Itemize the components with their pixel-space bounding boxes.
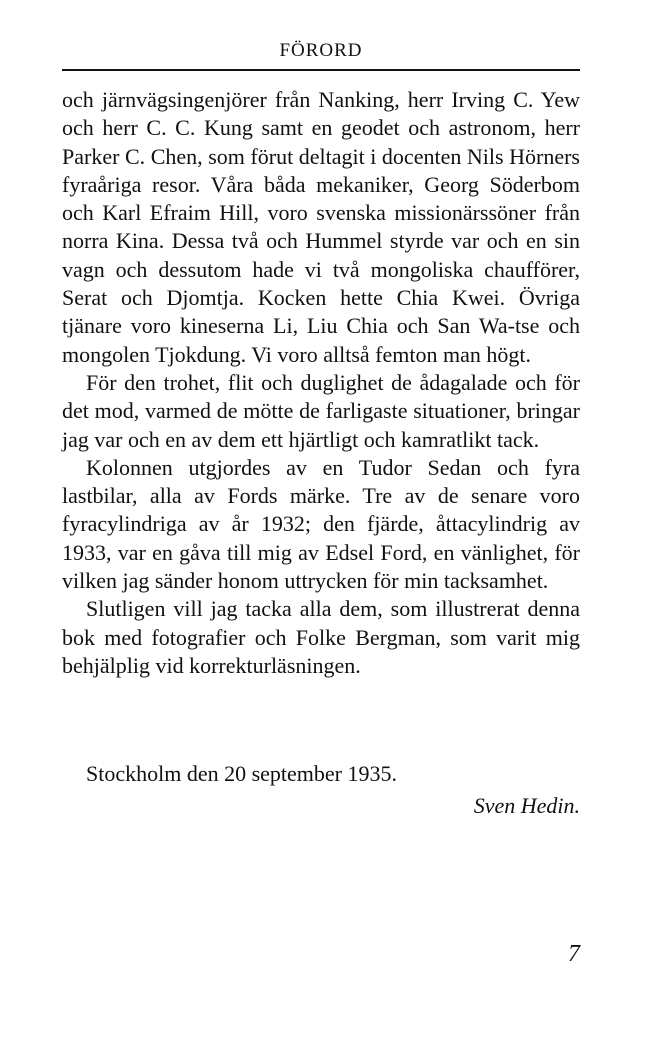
page-number: 7	[568, 941, 580, 967]
body-text	[62, 86, 580, 680]
place-date-line: Stockholm den 20 september 1935.	[86, 761, 398, 786]
paragraph-4: Slutligen vill jag tacka alla dem, som illustrerat denna bok med fotografier och Folke Bergman, som varit mig behjälplig vid korrekturläsningen.	[62, 596, 580, 678]
paragraph-1: och järnvägsingenjörer från Nanking, herr Irving C. Yew och herr C. C. Kung samt en geodet och astronom, herr Parker C. Chen, som förut deltagit i docenten Nils Hörners fyraåriga resor. Våra båda mekaniker, Georg Söderbom och Karl Efraim Hill, voro svenska missionärssöner från norra Kina. Dessa två och Hummel styrde var och en sin vagn och dessutom hade vi två mongoliska chaufförer, Serat och Djomtja. Kocken hette Chia Kwei. Övriga tjänare voro kineserna Li, Liu Chia och San Wa-tse och mongolen Tjokdung. Vi voro alltså femton man högt.	[62, 87, 580, 367]
author-signature: Sven Hedin.	[473, 793, 580, 818]
running-head-title: FÖRORD	[279, 40, 363, 61]
paragraph-3: Kolonnen utgjordes av en Tudor Sedan och fyra lastbilar, alla av Fords märke. Tre av de senare voro fyracylindriga av år 1932; den fjärde, åttacylindrig av 1933, var en gåva till mig av Edsel Ford, en vänlighet, för vilken jag sänder honom uttrycken för min tacksamhet.	[62, 454, 580, 594]
paragraph-2: För den trohet, flit och duglighet de ådagalade och för det mod, varmed de mötte de farligaste situationer, bringar jag var och en av dem ett hjärtligt och kamratlikt tack.	[62, 369, 580, 452]
header-rule	[62, 69, 580, 71]
